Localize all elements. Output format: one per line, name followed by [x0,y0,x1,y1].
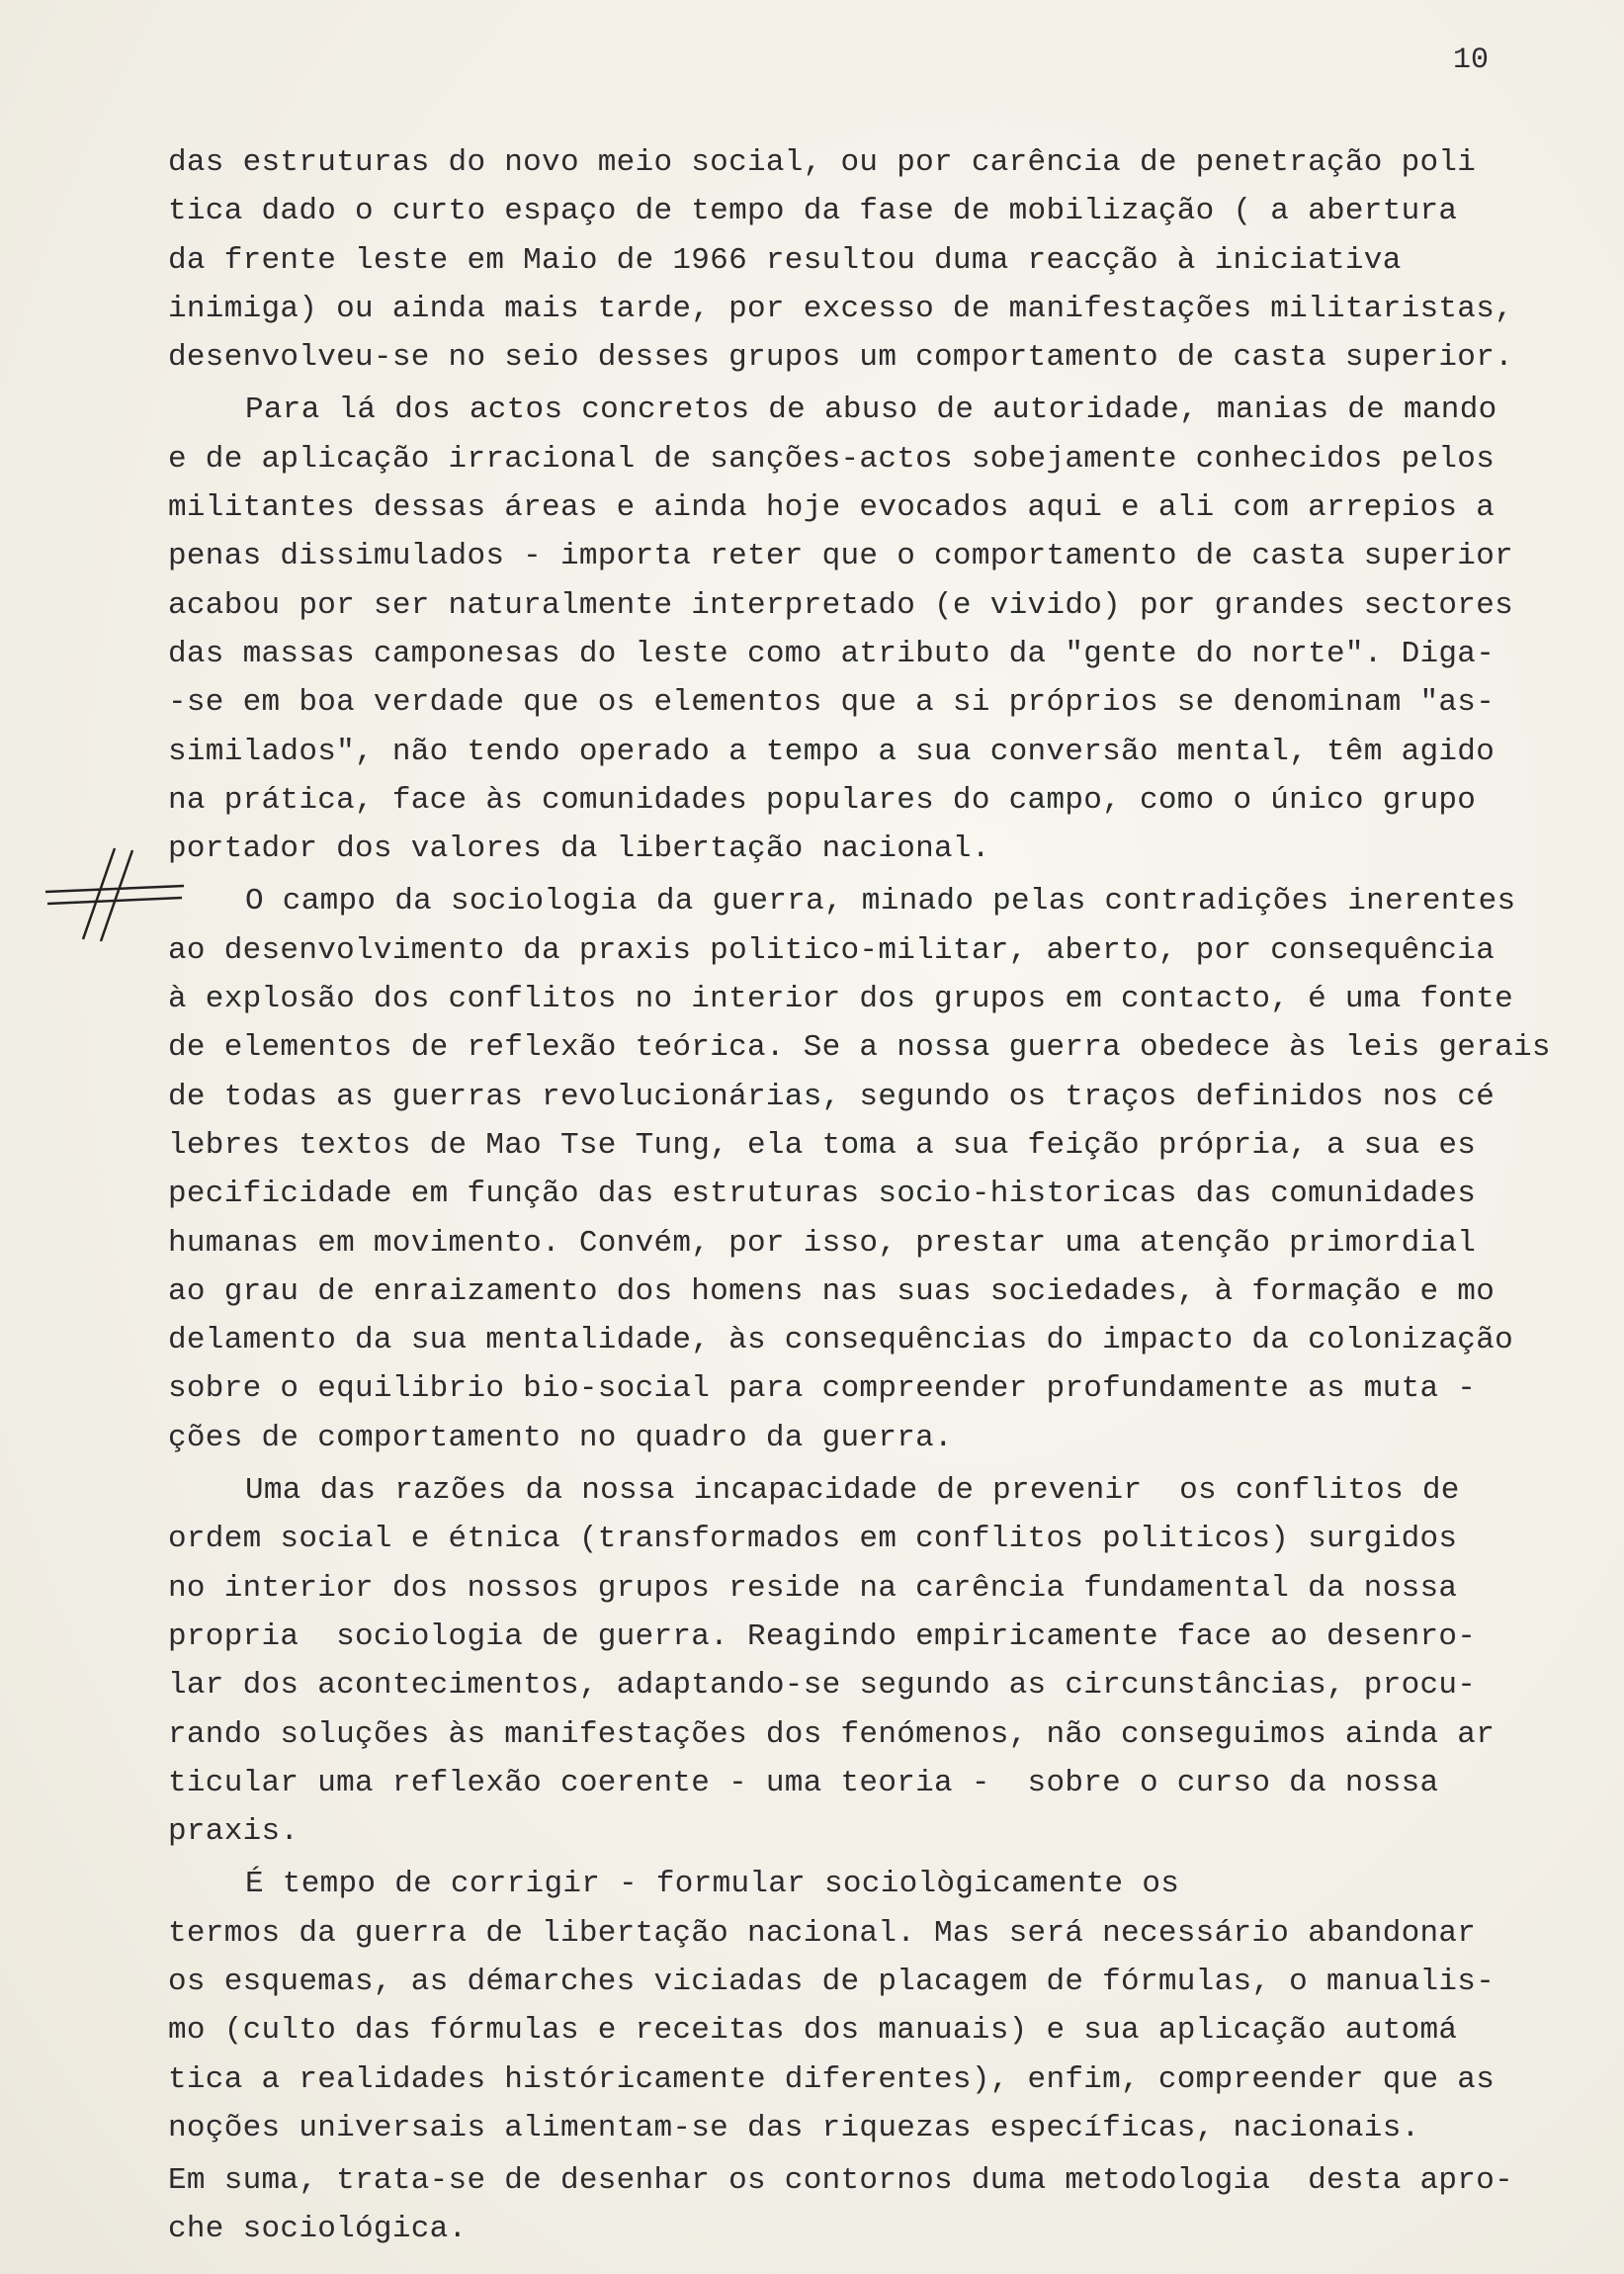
text-line: ao grau de enraizamento dos homens nas suas sociedades, à formação e mo [168,1273,1496,1309]
text-line: desenvolveu-se no seio desses grupos um comportamento de casta superior. [168,340,1514,376]
text-line: pecificidade em função das estruturas socio-historicas das comunidades [168,1177,1477,1212]
text-line: ções de comportamento no quadro da guerra. [168,1420,953,1455]
text-line: tica dado o curto espaço de tempo da fase de mobilização ( a abertura [168,194,1458,229]
text-line: ordem social e étnica (transformados em conflitos politicos) surgidos [168,1522,1458,1557]
text-line: os esquemas, as démarches viciadas de placagem de fórmulas, o manualis- [168,1964,1496,1999]
paragraph [168,1860,1572,2152]
page-number: 10 [1453,44,1490,77]
text-line: humanas em movimento. Convém, por isso, prestar uma atenção primordial [168,1225,1477,1261]
paragraph [168,386,1572,873]
text-line: praxis. [168,1814,299,1850]
body-text [168,138,1572,2254]
paragraph [168,1466,1572,1856]
paragraph [168,138,1572,382]
text-line: no interior dos nossos grupos reside na carência fundamental da nossa [168,1570,1458,1606]
text-line: à explosão dos conflitos no interior dos grupos em contacto, é uma fonte [168,982,1514,1017]
text-line: noções universais alimentam-se das riquezas específicas, nacionais. [168,2110,1420,2145]
handwritten-paragraph-mark [38,840,186,949]
text-line: das massas camponesas do leste como atributo da "gente do norte". Diga- [168,636,1496,671]
text-line: na prática, face às comunidades populares do campo, como o único grupo [168,782,1477,818]
text-line: militantes dessas áreas e ainda hoje evocados aqui e ali com arrepios a [168,490,1496,526]
text-line: É tempo de corrigir - formular sociològicamente os [245,1867,1180,1902]
text-line: tica a realidades históricamente diferentes), enfim, compreender que as [168,2061,1496,2097]
text-line: de todas as guerras revolucionárias, segundo os traços definidos nos cé [168,1079,1496,1114]
text-line: che sociológica. [168,2212,468,2247]
text-line: e de aplicação irracional de sanções-actos sobejamente conhecidos pelos [168,441,1496,477]
text-line: mo (culto das fórmulas e receitas dos manuais) e sua aplicação automá [168,2013,1458,2049]
text-line: propria sociologia de guerra. Reagindo empiricamente face ao desenro- [168,1618,1477,1654]
text-line: sobre o equilibrio bio-social para compreender profundamente as muta - [168,1371,1477,1407]
text-line: das estruturas do novo meio social, ou por carência de penetração poli [168,145,1477,180]
text-line: Para lá dos actos concretos de abuso de autoridade, manias de mando [245,393,1497,428]
text-line: Em suma, trata-se de desenhar os contornos duma metodologia desta apro- [168,2163,1514,2199]
text-line: rando soluções às manifestações dos fenómenos, não conseguimos ainda ar [168,1716,1496,1752]
text-line: penas dissimulados - importa reter que o comportamento de casta superior [168,539,1514,574]
text-line: delamento da sua mentalidade, às consequências do impacto da colonização [168,1323,1514,1358]
text-line: portador dos valores da libertação nacional. [168,831,990,867]
text-line: de elementos de reflexão teórica. Se a nossa guerra obedece às leis gerais [168,1030,1551,1066]
text-line: O campo da sociologia da guerra, minado pelas contradições inerentes [245,884,1516,919]
text-line: Uma das razões da nossa incapacidade de prevenir os conflitos de [245,1473,1460,1509]
text-line: termos da guerra de libertação nacional. Mas será necessário abandonar [168,1915,1477,1951]
paragraph-mark-icon [38,840,186,949]
text-line: da frente leste em Maio de 1966 resultou duma reacção à iniciativa [168,242,1402,278]
text-line: ticular uma reflexão coerente - uma teoria - sobre o curso da nossa [168,1765,1439,1800]
text-line: acabou por ser naturalmente interpretado (e vivido) por grandes sectores [168,587,1514,623]
text-line: lar dos acontecimentos, adaptando-se segundo as circunstâncias, procu- [168,1668,1477,1704]
text-line: -se em boa verdade que os elementos que a si próprios se denominam "as- [168,685,1496,721]
text-line: similados", não tendo operado a tempo a sua conversão mental, têm agido [168,734,1496,769]
paragraph [168,877,1572,1462]
text-line: inimiga) ou ainda mais tarde, por excesso de manifestações militaristas, [168,291,1514,326]
paragraph [168,2156,1572,2254]
text-line: lebres textos de Mao Tse Tung, ela toma a sua feição própria, a sua es [168,1127,1477,1163]
text-line: ao desenvolvimento da praxis politico-militar, aberto, por consequência [168,932,1496,968]
